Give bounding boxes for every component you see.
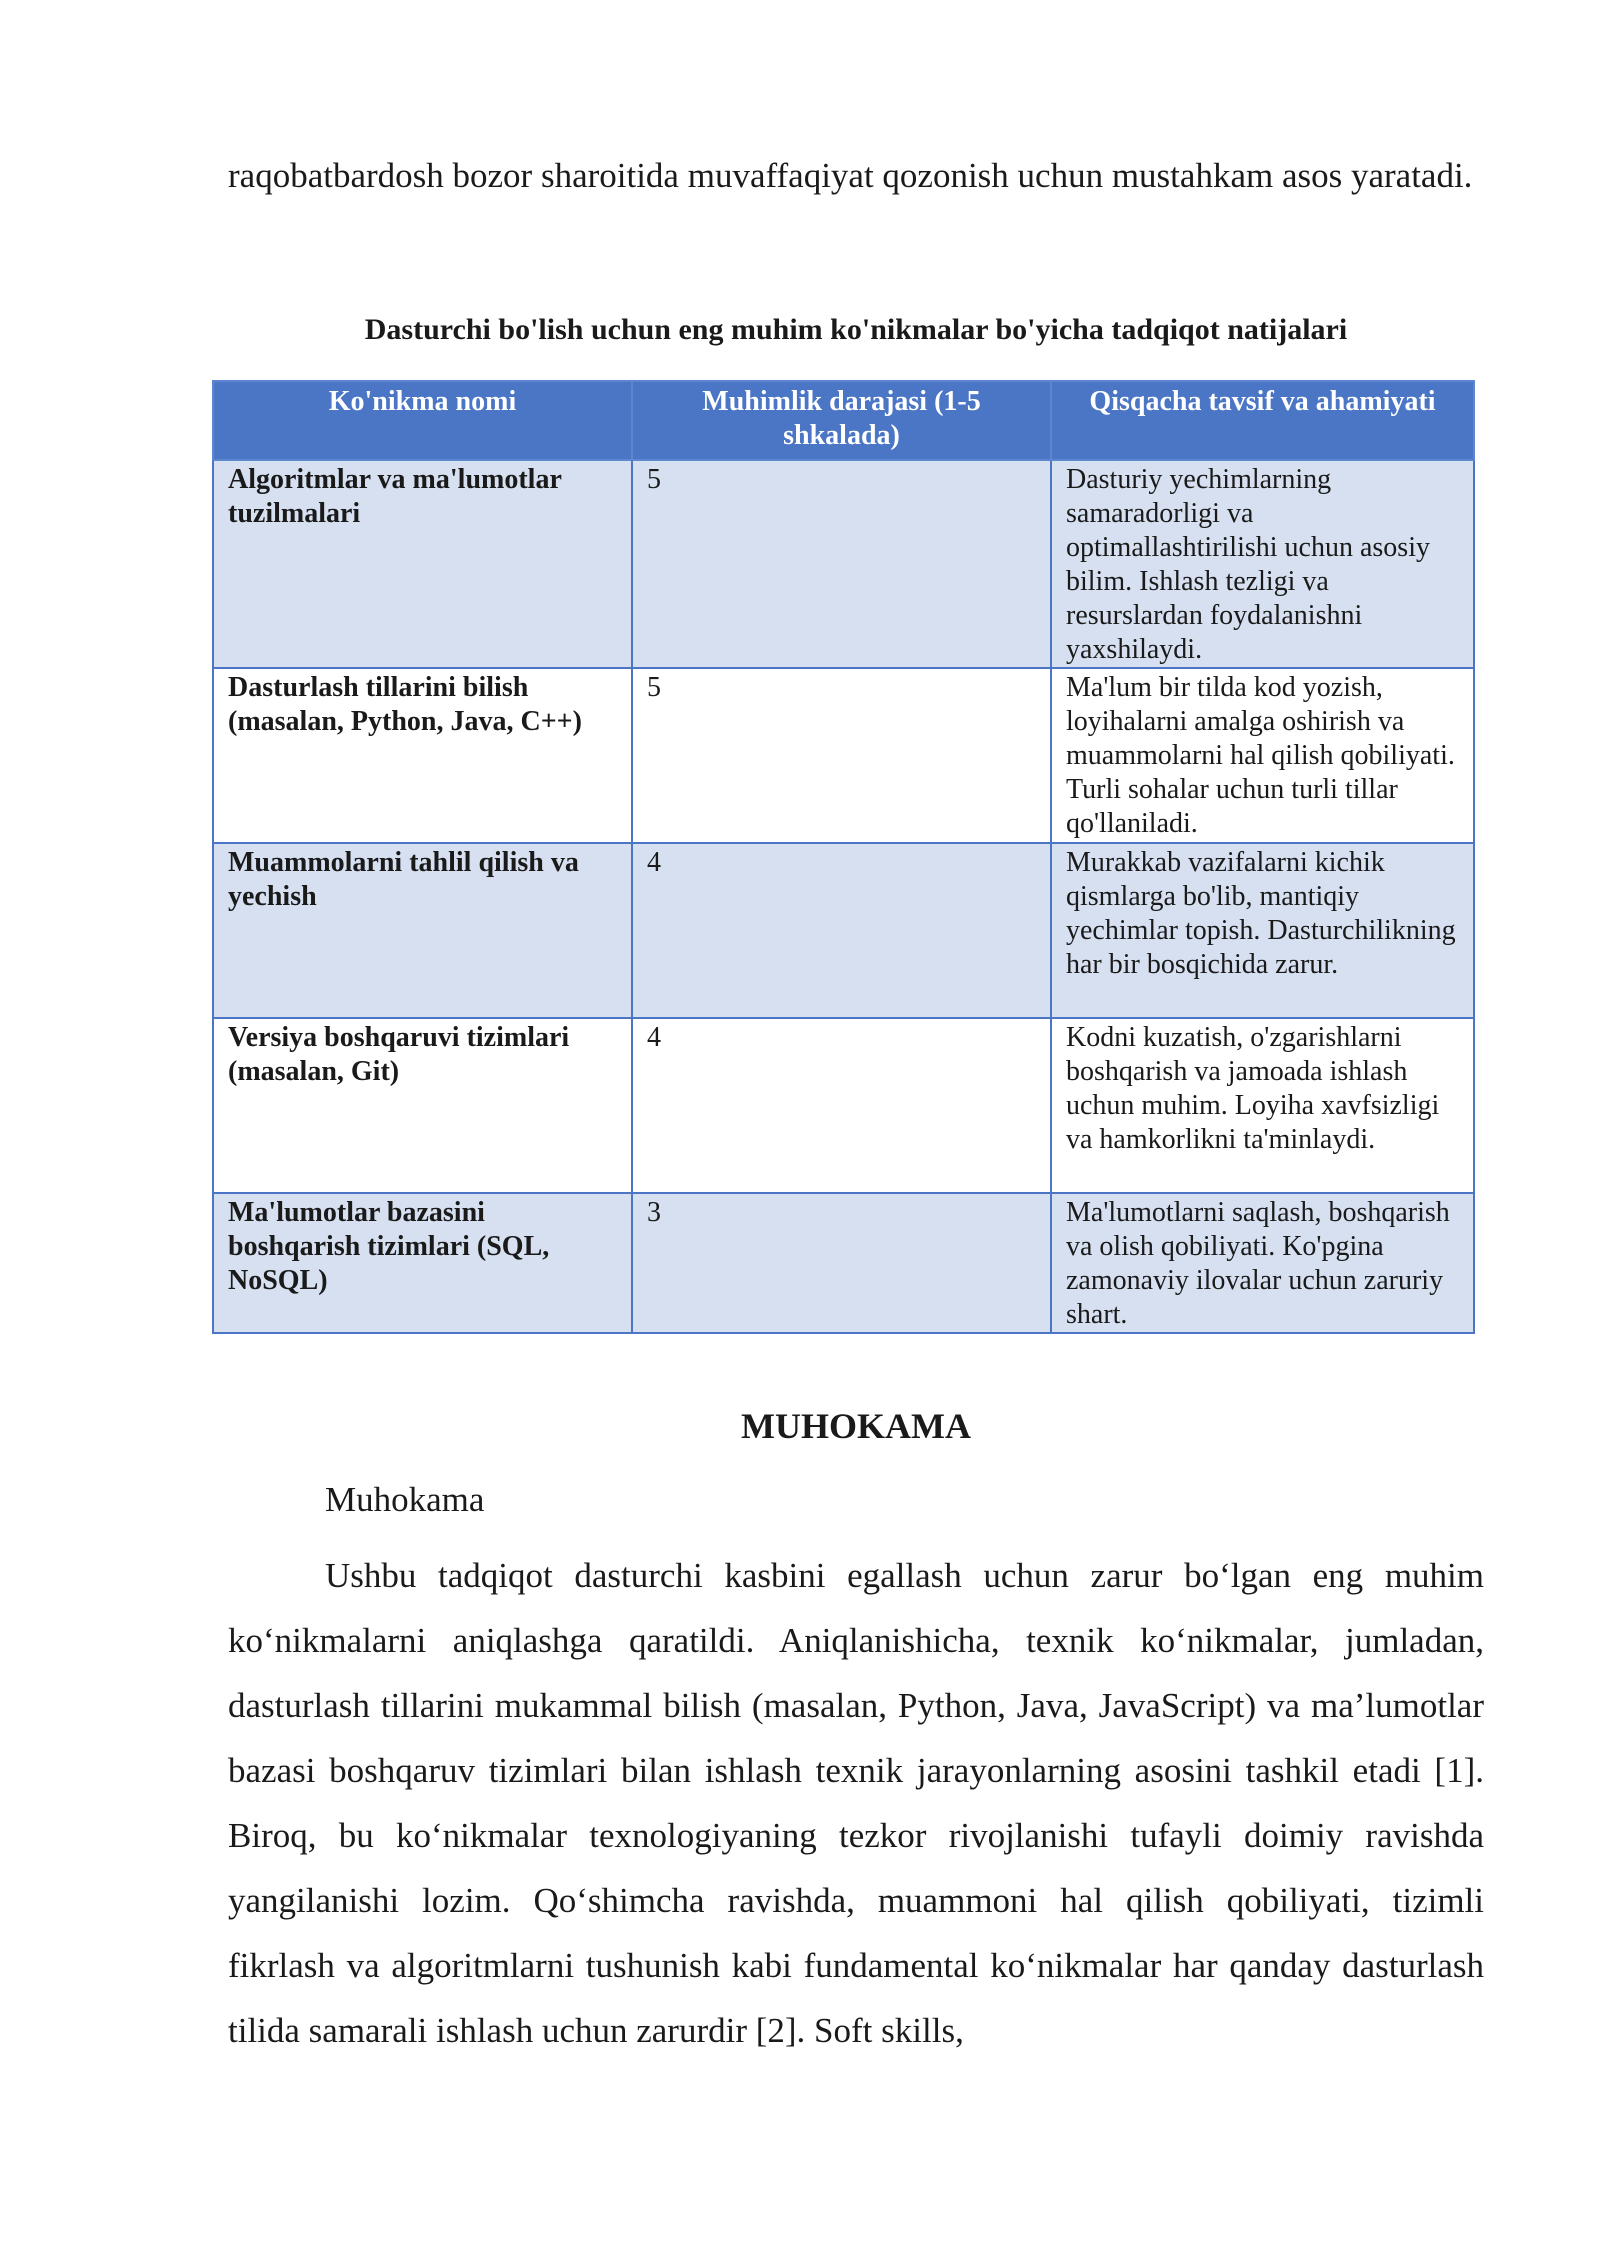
table-row: [213, 460, 1474, 668]
intro-paragraph: raqobatbardosh bozor sharoitida muvaffaqiyat qozonish uchun mustahkam asos yaratadi.: [228, 156, 1473, 195]
table-caption: Dasturchi bo'lish uchun eng muhim ko'nikmalar bo'yicha tadqiqot natijalari: [364, 313, 1348, 346]
header-skill-name: Ko'nikma nomi: [213, 381, 632, 460]
skill-name-cell: Ma'lumotlar bazasini boshqarish tizimlari (SQL, NoSQL): [213, 1193, 632, 1333]
table-row: [213, 1018, 1474, 1193]
skill-name-cell: Muammolarni tahlil qilish va yechish: [213, 843, 632, 1018]
importance-level-cell: 3: [632, 1193, 1051, 1333]
importance-level-cell: 4: [632, 843, 1051, 1018]
importance-level-cell: 4: [632, 1018, 1051, 1193]
description-cell: Ma'lum bir tilda kod yozish, loyihalarni amalga oshirish va muammolarni hal qilish qobiliyati. Turli sohalar uchun turli tillar qo'llaniladi.: [1051, 668, 1474, 843]
subsection-heading: Muhokama: [325, 1480, 485, 1519]
description-cell: Kodni kuzatish, o'zgarishlarni boshqarish va jamoada ishlash uchun muhim. Loyiha xavfsizligi va hamkorlikni ta'minlaydi.: [1051, 1018, 1474, 1193]
table-row: [213, 843, 1474, 1018]
skill-name-cell: Algoritmlar va ma'lumotlar tuzilmalari: [213, 460, 632, 668]
description-cell: Ma'lumotlarni saqlash, boshqarish va olish qobiliyati. Ko'pgina zamonaviy ilovalar uchun zaruriy shart.: [1051, 1193, 1474, 1333]
body-paragraph: Ushbu tadqiqot dasturchi kasbini egallash uchun zarur bo‘lgan eng muhim ko‘nikmalarni aniqlashga qaratildi. Aniqlanishicha, texnik ko‘nikmalar, jumladan, dasturlash tillarini mukammal bilish (masalan, Python, Java, JavaScript) va ma’lumotlar bazasi boshqaruv tizimlari bilan ishlash texnik jarayonlarning asosini tashkil etadi [1]. Biroq, bu ko‘nikmalar texnologiyaning tezkor rivojlanishi tufayli doimiy ravishda yangilanishi lozim. Qo‘shimcha ravishda, muammoni hal qilish qobiliyati, tizimli fikrlash va algoritmlarni tushunish kabi fundamental ko‘nikmalar har qanday dasturlash tilida samarali ishlash uchun zarurdir [2]. Soft skills,: [228, 1556, 1484, 2050]
header-importance-level: Muhimlik darajasi (1-5 shkalada): [632, 381, 1051, 460]
description-cell: Murakkab vazifalarni kichik qismlarga bo'lib, mantiqiy yechimlar topish. Dasturchilikning har bir bosqichida zarur.: [1051, 843, 1474, 1018]
table-header-row: [213, 381, 1474, 460]
description-cell: Dasturiy yechimlarning samaradorligi va optimallashtirilishi uchun asosiy bilim. Ishlash tezligi va resurslardan foydalanishni yaxshilaydi.: [1051, 460, 1474, 668]
skills-table: [212, 380, 1475, 1334]
header-description: Qisqacha tavsif va ahamiyati: [1051, 381, 1474, 460]
table-row: [213, 1193, 1474, 1333]
importance-level-cell: 5: [632, 460, 1051, 668]
table-row: [213, 668, 1474, 843]
skill-name-cell: Dasturlash tillarini bilish (masalan, Python, Java, C++): [213, 668, 632, 843]
importance-level-cell: 5: [632, 668, 1051, 843]
skill-name-cell: Versiya boshqaruvi tizimlari (masalan, Git): [213, 1018, 632, 1193]
section-heading: MUHOKAMA: [741, 1406, 971, 1446]
